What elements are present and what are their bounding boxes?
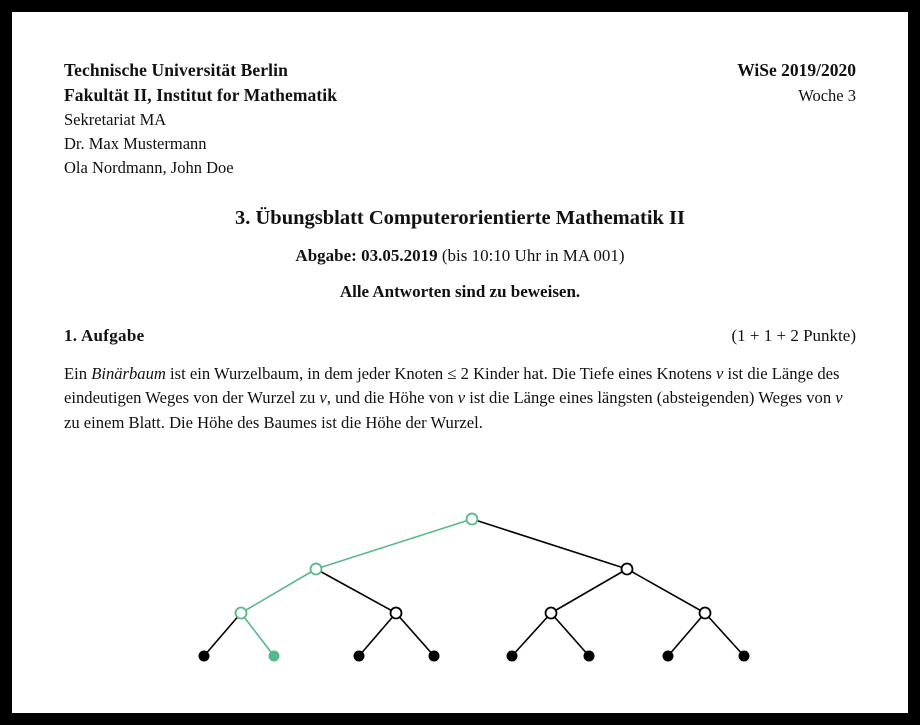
edge-n4-leaf-right — [705, 613, 744, 656]
body-line3-b: zu einem Blatt. Die Höhe des Baumes ist die — [64, 412, 362, 432]
node-level1-left — [311, 564, 322, 575]
faculty-name: Fakultät II, Institut for Mathematik — [64, 84, 338, 105]
week-label: Woche 3 — [798, 85, 856, 105]
header-top-row — [64, 58, 856, 83]
highlighted-edges — [241, 519, 472, 656]
edge-root-to-r1 — [472, 519, 627, 569]
lecturer-name: Dr. Max Mustermann — [64, 134, 207, 154]
leaf-2-highlighted — [269, 651, 280, 662]
body-var-v1: v — [715, 363, 724, 383]
body-line4: Höhe der Wurzel. — [365, 412, 483, 432]
body-var-v3: v — [457, 388, 466, 408]
binary-tree-svg — [64, 482, 864, 672]
document-content — [64, 58, 856, 436]
body-line2-b: ist die Länge des eindeutigen Weges von der Wurzel zu — [64, 363, 840, 408]
submission-detail: (bis 10:10 Uhr in MA 001) — [437, 245, 625, 265]
leaf-5 — [507, 651, 518, 662]
sheet-title: 3. Übungsblatt Computerorientierte Mathematik II — [234, 206, 686, 229]
body-line3-a: Länge eines längsten (absteigenden) Weges von — [513, 388, 836, 408]
node-level2-c — [546, 608, 557, 619]
edge-l2-to-leaf — [241, 613, 274, 656]
edge-n3-leaf-right — [551, 613, 589, 656]
leaf-3 — [354, 651, 365, 662]
node-level2-b — [391, 608, 402, 619]
internal-nodes — [236, 514, 711, 619]
body-line1-a: Ein — [64, 363, 92, 383]
leaf-1 — [199, 651, 210, 662]
header-second-row — [64, 83, 856, 108]
leaf-8 — [739, 651, 750, 662]
body-var-v4: v — [835, 388, 843, 408]
exercise-points: (1 + 1 + 2 Punkte) — [731, 325, 856, 345]
semester-label: WiSe 2019/2020 — [737, 60, 856, 80]
edge-root-to-l1 — [316, 519, 472, 569]
body-line2-d: ist die — [465, 388, 510, 408]
edge-l1-to-r2 — [316, 569, 396, 613]
answer-notice: Alle Antworten sind zu beweisen. — [339, 281, 581, 301]
edge-n3-leaf-left — [512, 613, 551, 656]
submission-deadline: Abgabe: 03.05.2019 — [295, 245, 438, 265]
node-level2-a — [236, 608, 247, 619]
body-line2-c: , und die Höhe von — [326, 388, 458, 408]
node-level1-right — [622, 564, 633, 575]
leaf-4 — [429, 651, 440, 662]
submission-line — [64, 246, 856, 266]
node-root — [467, 514, 478, 525]
exercise-number: 1. Aufgabe — [64, 325, 145, 345]
edge-n2-leaf-right — [396, 613, 434, 656]
binary-tree-figure — [64, 482, 864, 672]
assistants-names: Ola Nordmann, John Doe — [64, 158, 234, 178]
exercise-body-text — [64, 362, 854, 436]
office-name: Sekretariat MA — [64, 109, 167, 129]
body-line2-a: Knotens — [656, 363, 716, 383]
leaf-nodes — [199, 651, 750, 662]
edge-l1-to-l2 — [241, 569, 316, 613]
university-name: Technische Universität Berlin — [64, 60, 288, 80]
body-var-v2: v — [319, 388, 327, 408]
edge-n1-leaf-left — [204, 613, 241, 656]
body-line1-b: ist ein Wurzelbaum, in dem jeder Knoten ≤ 2 Kinder hat. Die Tiefe eines — [165, 363, 653, 383]
leaf-6 — [584, 651, 595, 662]
leaf-7 — [663, 651, 674, 662]
edge-r1-to-r2 — [627, 569, 705, 613]
body-term-binaerbaum: Binärbaum — [91, 363, 166, 383]
edge-n2-leaf-left — [359, 613, 396, 656]
node-level2-d — [700, 608, 711, 619]
edge-r1-to-l2 — [551, 569, 627, 613]
edge-n4-leaf-left — [668, 613, 705, 656]
exercise-header-row — [64, 326, 856, 346]
document-page — [12, 12, 908, 713]
